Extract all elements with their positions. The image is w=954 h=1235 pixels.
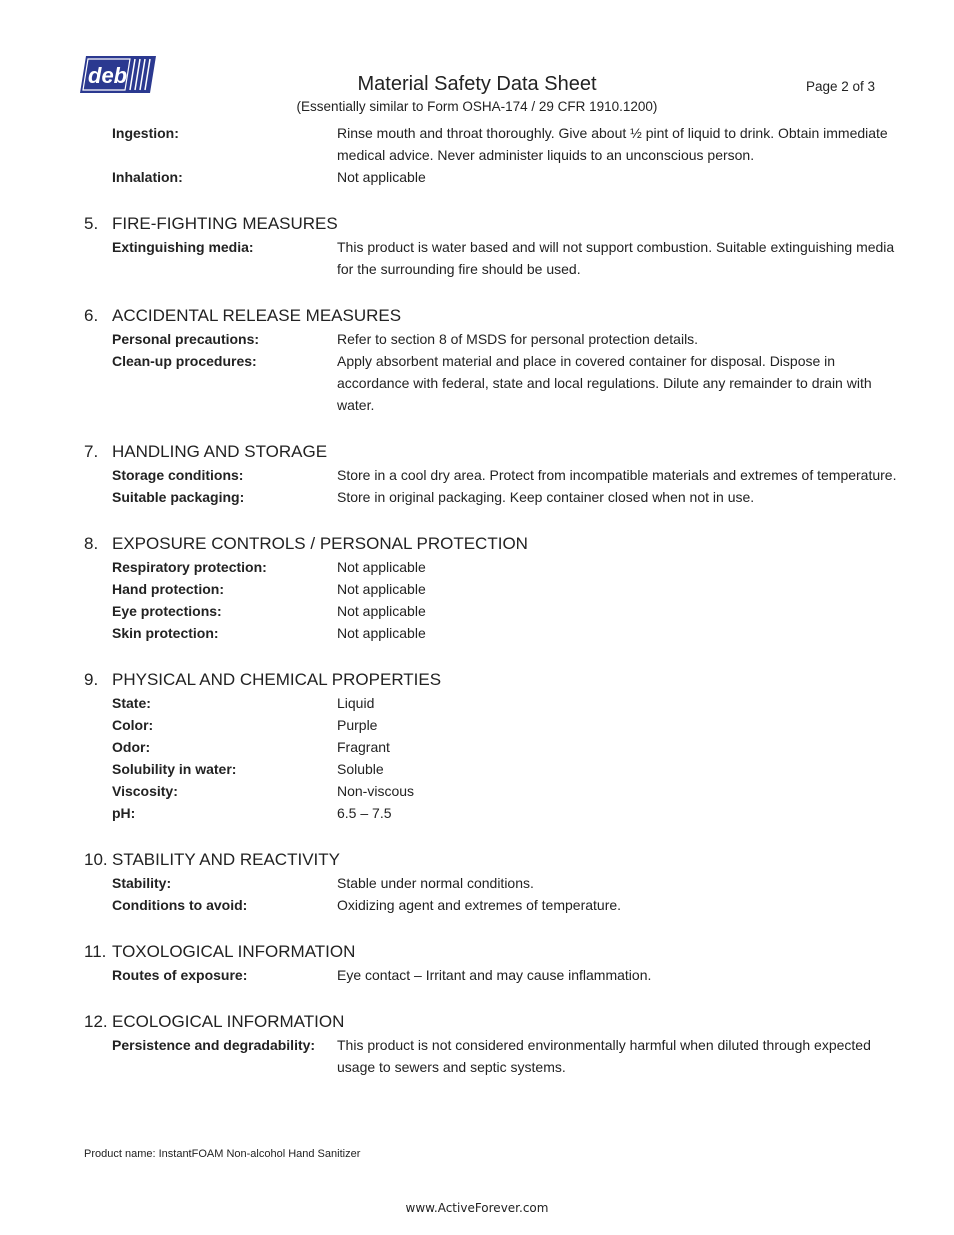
section-heading bbox=[84, 440, 904, 464]
field-label: Routes of exposure: bbox=[112, 967, 248, 983]
field-value: Not applicable bbox=[337, 603, 426, 619]
section-title: PHYSICAL AND CHEMICAL PROPERTIES bbox=[112, 670, 442, 689]
field-label: Skin protection: bbox=[112, 625, 219, 641]
section-number: 12. bbox=[84, 1012, 108, 1031]
field-value: Oxidizing agent and extremes of temperature. bbox=[337, 897, 622, 913]
section-title: EXPOSURE CONTROLS / PERSONAL PROTECTION bbox=[112, 534, 528, 553]
field-value: Store in original packaging. Keep container closed when not in use. bbox=[337, 489, 755, 505]
field-row bbox=[84, 350, 904, 416]
section-heading bbox=[84, 532, 904, 556]
field-row bbox=[84, 692, 904, 714]
field-value: This product is water based and will not support combustion. Suitable extinguishing media for the surrounding fire should be used. bbox=[337, 239, 895, 277]
section-toxological bbox=[84, 940, 904, 986]
field-row bbox=[84, 802, 904, 824]
section-accidental-release bbox=[84, 304, 904, 416]
section-heading bbox=[84, 1010, 904, 1034]
section-title: TOXOLOGICAL INFORMATION bbox=[112, 942, 356, 961]
section-number: 10. bbox=[84, 850, 108, 869]
field-value: Non-viscous bbox=[337, 783, 415, 799]
field-label: Eye protections: bbox=[112, 603, 222, 619]
field-row bbox=[84, 780, 904, 802]
field-row bbox=[84, 236, 904, 280]
field-label: Hand protection: bbox=[112, 581, 224, 597]
field-row bbox=[84, 122, 904, 166]
section-number: 11. bbox=[84, 942, 107, 961]
section-title: STABILITY AND REACTIVITY bbox=[112, 850, 340, 869]
section-title: HANDLING AND STORAGE bbox=[112, 442, 328, 461]
field-label: Persistence and degradability: bbox=[112, 1037, 316, 1053]
page-number: Page 2 of 3 bbox=[806, 79, 876, 94]
field-row bbox=[84, 714, 904, 736]
field-row bbox=[84, 486, 904, 508]
section-fire-fighting bbox=[84, 212, 904, 280]
field-value: 6.5 – 7.5 bbox=[337, 805, 392, 821]
section-number: 8. bbox=[84, 534, 99, 553]
field-label: Suitable packaging: bbox=[112, 489, 245, 505]
field-row bbox=[84, 600, 904, 622]
field-label: Viscosity: bbox=[112, 783, 178, 799]
field-label: Odor: bbox=[112, 739, 151, 755]
section-stability-reactivity bbox=[84, 848, 904, 916]
field-value: Purple bbox=[337, 717, 378, 733]
field-value: Stable under normal conditions. bbox=[337, 875, 534, 891]
field-label: Storage conditions: bbox=[112, 467, 244, 483]
field-value: Eye contact – Irritant and may cause inflammation. bbox=[337, 967, 652, 983]
section-ecological bbox=[84, 1010, 904, 1078]
field-row bbox=[84, 464, 904, 486]
field-row bbox=[84, 758, 904, 780]
field-row bbox=[84, 964, 904, 986]
section-heading bbox=[84, 212, 904, 236]
continued-rows bbox=[84, 122, 904, 188]
section-handling-storage bbox=[84, 440, 904, 508]
field-label: Solubility in water: bbox=[112, 761, 237, 777]
section-title: FIRE-FIGHTING MEASURES bbox=[112, 214, 338, 233]
document-body bbox=[84, 122, 904, 1078]
field-row bbox=[84, 622, 904, 644]
field-value: Store in a cool dry area. Protect from incompatible materials and extremes of temperature. bbox=[337, 467, 897, 483]
field-value: Liquid bbox=[337, 695, 375, 711]
field-label: Conditions to avoid: bbox=[112, 897, 248, 913]
field-label: Inhalation: bbox=[112, 169, 183, 185]
document-title: Material Safety Data Sheet bbox=[357, 73, 597, 95]
field-value: Not applicable bbox=[337, 559, 426, 575]
section-heading bbox=[84, 848, 904, 872]
field-value: Not applicable bbox=[337, 581, 426, 597]
section-physical-chemical bbox=[84, 668, 904, 824]
section-title: ACCIDENTAL RELEASE MEASURES bbox=[112, 306, 402, 325]
field-label: Extinguishing media: bbox=[112, 239, 254, 255]
section-heading bbox=[84, 668, 904, 692]
field-label: Personal precautions: bbox=[112, 331, 260, 347]
field-row bbox=[84, 578, 904, 600]
field-row bbox=[84, 166, 904, 188]
field-label: Color: bbox=[112, 717, 154, 733]
field-label: pH: bbox=[112, 805, 136, 821]
section-number: 6. bbox=[84, 306, 99, 325]
logo-text: deb bbox=[88, 63, 128, 88]
footer-website-link[interactable]: www.ActiveForever.com bbox=[405, 1201, 549, 1215]
field-value: This product is not considered environmentally harmful when diluted through expected usage to sewers and septic systems. bbox=[337, 1037, 871, 1075]
field-label: State: bbox=[112, 695, 151, 711]
field-value: Soluble bbox=[337, 761, 384, 777]
field-value: Not applicable bbox=[337, 625, 426, 641]
field-value: Apply absorbent material and place in covered container for disposal. Dispose in accordance with federal, state and local regulations. Dilute any remainder to drain with water. bbox=[337, 353, 872, 413]
document-subtitle: (Essentially similar to Form OSHA-174 / 29 CFR 1910.1200) bbox=[296, 99, 658, 114]
field-row bbox=[84, 328, 904, 350]
section-heading bbox=[84, 304, 904, 328]
section-title: ECOLOGICAL INFORMATION bbox=[112, 1012, 345, 1031]
field-value: Not applicable bbox=[337, 169, 426, 185]
field-value: Fragrant bbox=[337, 739, 390, 755]
section-number: 7. bbox=[84, 442, 99, 461]
section-number: 5. bbox=[84, 214, 99, 233]
field-row bbox=[84, 556, 904, 578]
field-row bbox=[84, 894, 904, 916]
field-row bbox=[84, 736, 904, 758]
field-row bbox=[84, 872, 904, 894]
field-label: Ingestion: bbox=[112, 125, 179, 141]
field-label: Clean-up procedures: bbox=[112, 353, 257, 369]
section-heading bbox=[84, 940, 904, 964]
field-label: Respiratory protection: bbox=[112, 559, 267, 575]
section-exposure-controls bbox=[84, 532, 904, 644]
field-value: Rinse mouth and throat thoroughly. Give about ½ pint of liquid to drink. Obtain immediate medical advice. Never administer liquids to an unconscious person. bbox=[337, 125, 888, 163]
field-label: Stability: bbox=[112, 875, 172, 891]
footer-product-name: Product name: InstantFOAM Non-alcohol Hand Sanitizer bbox=[84, 1148, 361, 1160]
field-row bbox=[84, 1034, 904, 1078]
field-value: Refer to section 8 of MSDS for personal protection details. bbox=[337, 331, 699, 347]
section-number: 9. bbox=[84, 670, 99, 689]
